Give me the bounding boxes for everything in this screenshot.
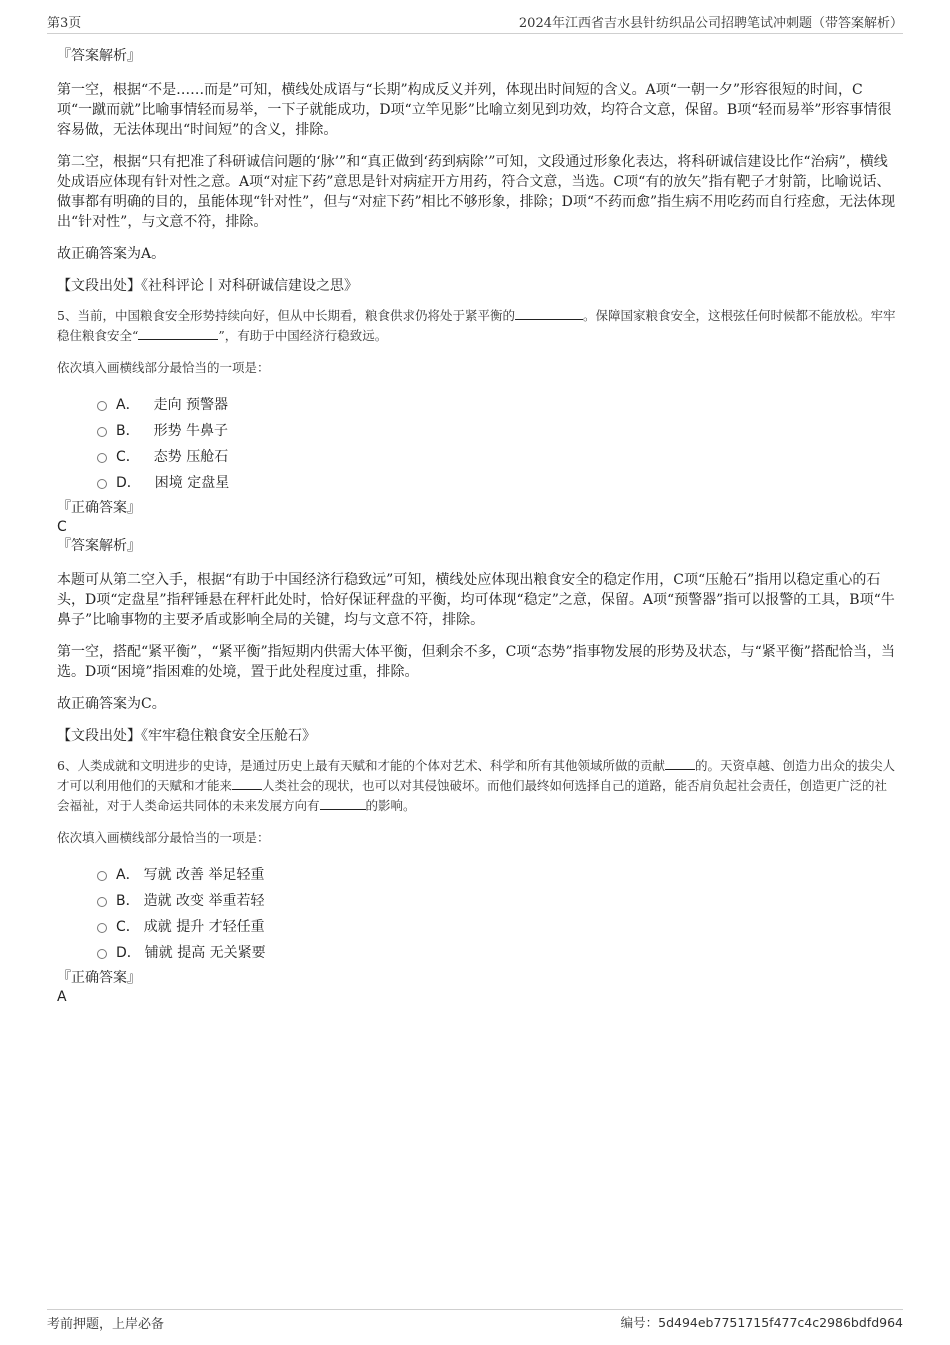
conclusion-text: 故正确答案为A。	[57, 246, 166, 262]
radio-icon[interactable]	[97, 871, 107, 881]
option-d[interactable]: D． 铺就 提高 无关紧要	[97, 939, 897, 965]
option-b[interactable]: B． 形势 牛鼻子	[97, 417, 897, 443]
options-list	[57, 391, 897, 495]
option-a[interactable]: A． 写就 改善 举足轻重	[97, 861, 897, 887]
footer-slogan: 考前押题，上岸必备	[47, 1317, 165, 1332]
document-code: 编号：5d494eb7751715f477c4c2986bdfd964	[620, 1315, 903, 1330]
correct-answer-label: 『正确答案』	[57, 970, 141, 986]
fill-blank	[138, 327, 218, 340]
page-number: 第3页	[47, 16, 82, 31]
radio-icon[interactable]	[97, 897, 107, 907]
radio-icon[interactable]	[97, 923, 107, 933]
analysis-paragraph: 本题可从第二空入手，根据“有助于中国经济行稳致远”可知，横线处应体现出粮食安全的稳定作用，C项“压舱石”指用以稳定重心的石头，D项“定盘星”指秤锤悬在秤杆此处时，恰好保证秤盘的平衡，均可体现“稳定”之意，保留。A项“预警器”指可以报警的工具，B项“牛鼻子”比喻事物的主要矛盾或影响全局的关键，均与文意不符，排除。	[57, 572, 895, 628]
analysis-paragraph: 第二空，根据“只有把准了科研诚信问题的‘脉’”和“真正做到‘药到病除’”可知，文段通过形象化表达，将科研诚信建设比作“治病”，横线处成语应体现有针对性之意。A项“对症下药”意思是针对病症开方用药，符合文意，当选。C项“有的放矢”指有靶子才射箭，比喻说话、做事都有明确的目的，虽能体现“针对性”，但与“对症下药”相比不够形象，排除；D项“不药而愈”指生病不用吃药而自行痊愈，无法体现出“针对性”，与文意不符，排除。	[57, 154, 896, 230]
page-header	[47, 13, 903, 34]
option-c[interactable]: C． 态势 压舱石	[97, 443, 897, 469]
fill-blank	[515, 307, 583, 320]
analysis-paragraph: 第一空，搭配“紧平衡”，“紧平衡”指短期内供需大体平衡，但剩余不多，C项“态势”指事物发展的形势及状态，与“紧平衡”搭配恰当，当选。D项“困境”指困难的处境，置于此处程度过重，排除。	[57, 644, 895, 680]
question-prompt: 依次填入画横线部分最恰当的一项是：	[57, 830, 270, 845]
option-c[interactable]: C． 成就 提升 才轻任重	[97, 913, 897, 939]
source-citation: 【文段出处】《牢牢稳住粮食安全压舱石》	[57, 728, 316, 744]
analysis-paragraph: 第一空，根据“不是……而是”可知，横线处成语与“长期”构成反义并列，体现出时间短的含义。A项“一朝一夕”形容很短的时间，C项“一蹴而就”比喻事情轻而易举，一下子就能成功，D项“立竿见影”比喻立刻见到功效，均符合文意，保留。B项“轻而易举”形容事情很容易做，无法体现出“时间短”的含义，排除。	[57, 82, 892, 138]
radio-icon[interactable]	[97, 479, 107, 489]
options-list	[57, 861, 897, 965]
radio-icon[interactable]	[97, 427, 107, 437]
analysis-label: 『答案解析』	[57, 538, 141, 554]
question-stem: 5、当前，中国粮食安全形势持续向好，但从中长期看，粮食供求仍将处于紧平衡的 。保障国家粮食安全，这根弦任何时候都不能放松。牢牢稳住粮食安全“ ”，有助于中国经济行稳致远。	[57, 308, 896, 343]
fill-blank	[665, 757, 695, 770]
page-content	[57, 47, 897, 1007]
option-d[interactable]: D． 困境 定盘星	[97, 469, 897, 495]
radio-icon[interactable]	[97, 949, 107, 959]
correct-answer: A	[57, 989, 67, 1005]
radio-icon[interactable]	[97, 401, 107, 411]
option-b[interactable]: B． 造就 改变 举重若轻	[97, 887, 897, 913]
fill-blank	[320, 797, 366, 810]
option-a[interactable]: A． 走向 预警器	[97, 391, 897, 417]
correct-answer-label: 『正确答案』	[57, 500, 141, 516]
analysis-label: 『答案解析』	[57, 48, 141, 64]
fill-blank	[232, 777, 262, 790]
source-citation: 【文段出处】《社科评论丨对科研诚信建设之思》	[57, 278, 358, 294]
document-title: 2024年江西省吉水县针纺织品公司招聘笔试冲刺题（带答案解析）	[518, 16, 903, 31]
page-footer	[47, 1309, 903, 1335]
question-stem: 6、人类成就和文明进步的史诗，是通过历史上最有天赋和才能的个体对艺术、科学和所有其他领域所做的贡献 的。天资卓越、创造力出众的拔尖人才可以利用他们的天赋和才能来 人类社会的现状，也可以对其侵蚀破坏。而他们最终如何选择自己的道路，能否肩负起社会责任，创造更广泛的社会福祉，对于人类命运共同体的未来发展方向有 的影响。	[57, 758, 895, 813]
radio-icon[interactable]	[97, 453, 107, 463]
correct-answer: C	[57, 519, 67, 535]
question-prompt: 依次填入画横线部分最恰当的一项是：	[57, 360, 270, 375]
conclusion-text: 故正确答案为C。	[57, 696, 166, 712]
